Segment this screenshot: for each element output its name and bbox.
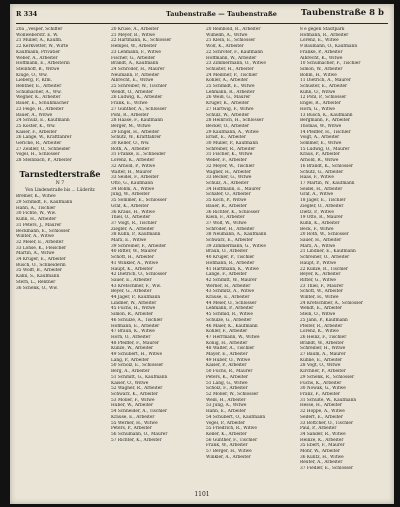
column-3 <box>206 27 294 475</box>
directory-entry: König, H., Arbeiter <box>206 340 248 346</box>
directory-entry: Kaufmann, Privatier <box>16 49 61 55</box>
directory-entry: 30 Müller, P., Kaufmann <box>206 141 259 147</box>
directory-entry: Hoffmann, E., Arbeiterin <box>16 61 70 67</box>
directory-entry: Beyer, G., Arbeiter <box>111 289 152 295</box>
directory-entry: 22 Kerkvetter, W., Wirte <box>16 44 69 50</box>
directory-entry: 27 Baum, A., Maurer <box>300 352 346 358</box>
directory-entry: Ziegler, O., Arbeiter <box>300 203 344 209</box>
directory-entry: 20 Roth, W., Schlosser <box>300 232 349 238</box>
directory-entry: Kühn, O., Witwe <box>300 89 336 95</box>
directory-entry: 39 Zimmermann, G., Witwe <box>206 243 266 249</box>
directory-entry: 28 Steinbach, P., Arbeiter <box>16 158 72 164</box>
directory-entry: 23 Feige, H., Arbeiter <box>16 106 64 112</box>
directory-entry: Paul, P., Arbeiter <box>300 426 337 432</box>
directory-entry: 52 Möller, W., Schlosser <box>206 392 259 397</box>
directory-entry: 26 Heinz, F., Tischler <box>300 334 347 340</box>
directory-entry: Sauer, E., Arbeiter <box>111 277 152 283</box>
directory-entry: Ritter, G., Witwe <box>300 277 336 283</box>
directory-entry: Dietz, P., Witwe <box>300 209 334 215</box>
directory-entry: Schwarz, E., Arbeiter <box>206 238 253 244</box>
directory-entry: 21 Müller, A., Kaufm. <box>16 38 63 44</box>
directory-entry: Sommer, E., Witwe <box>300 141 342 147</box>
directory-entry: Kaiser, P., Arbeiter <box>206 363 247 369</box>
directory-entry: Roth, A., Arbeiter <box>111 146 150 152</box>
directory-entry: Otto, G., Kaufmann <box>111 180 153 186</box>
directory-entry: Neumann, P., Arbeiter <box>111 72 160 78</box>
directory-entry: 26 Ludwig, K., Arbeiter <box>111 95 163 101</box>
street-heading-right: Taubenstraße 8 b <box>300 8 384 18</box>
directory-entry: Schreiner, O., Arbeiter <box>300 255 350 261</box>
directory-entry: 46 Maier, K., Kaufmann <box>206 323 258 329</box>
directory-entry: Schreiber, H., Witwe <box>300 346 346 352</box>
directory-entry: Arnold, R., Witwe <box>300 158 339 164</box>
directory-entry: 42 Schmitt, W., Maurer <box>206 277 257 283</box>
directory-entry: 49 Schubert, H., Witwe <box>111 352 163 358</box>
directory-entry: Marx, E., Witwe <box>111 238 147 244</box>
directory-entry: 36 Kraus, H., Witwe <box>111 209 155 215</box>
directory-entry: 33 Seidel, F., Arbeiter <box>111 175 159 181</box>
directory-entry: 21 Klein, E., Schlosser <box>206 38 256 44</box>
directory-entry: 35 Wolff, B., Arbeiter <box>16 268 62 274</box>
directory-entry: Seifert, E., Arbeiter <box>300 414 343 420</box>
directory-entry: Graf, A., Witwe <box>300 192 334 198</box>
directory-entry: Hempel, W., Arbeiter <box>111 44 157 50</box>
directory-entry: Heinze, K., Arbeiter <box>300 437 344 443</box>
directory-entry: Weber, F., Arbeiter <box>206 158 247 164</box>
directory-entry: 51 Lang, G., Witwe <box>206 380 248 386</box>
section-title: Tarnstedterstraße <box>19 168 101 179</box>
directory-entry: 25 Jahn, P., Kaufmann <box>300 317 348 323</box>
directory-entry: Kuhn, K., Arbeiter <box>300 220 340 226</box>
directory-entry: Hofmann, R., Arbeiter <box>300 32 349 38</box>
directory-entry: 23 Lehmann, F., Witwe <box>111 49 161 55</box>
directory-entry: Beck, F., Witwe <box>300 226 334 232</box>
directory-entry: 30 Nowak, G., Witwe <box>300 386 346 392</box>
directory-entry: 30 Fichte, W., Ww. <box>16 211 57 217</box>
directory-entry: Frank, E., Witwe <box>111 101 148 107</box>
directory-entry: Schäfer, O., Arbeiter <box>206 192 251 198</box>
directory-entry: 29 Schenk, R., Schlosser <box>300 374 355 380</box>
directory-entry: Albrecht, K., Witwe <box>300 55 343 61</box>
directory-entry: Lehmann, P., Arbeiter <box>206 306 254 312</box>
directory-entry: 28 Haase, F., Kaufmann <box>111 118 163 124</box>
directory-entry: 25 Köster, K., Ww. <box>16 123 56 129</box>
directory-entry: Hahn, E., Arbeiter <box>206 409 246 415</box>
directory-entry: 32 Meyer, W., Tischler <box>206 163 255 169</box>
directory-entry: Wendt, O., Arbeiter <box>111 89 154 95</box>
directory-entry: Seidel, H., Arbeiter <box>300 186 343 192</box>
directory-entry: Jung, W., Arbeiter <box>111 192 150 198</box>
directory-entry: Hesse, H., Arbeiter <box>300 403 342 409</box>
directory-entry: Vogel, H., Schlosser <box>16 152 60 158</box>
directory-entry: Graf, K., Arbeiter <box>111 203 149 209</box>
directory-entry: 26 Lange, W., Kraftfahrer <box>16 135 72 141</box>
directory-entry: Huber, W., Arbeiter <box>111 403 154 409</box>
directory-entry: 41 Winkler, A., Witwe <box>111 260 159 266</box>
directory-entry: Lange, F., Arbeiter <box>206 272 247 278</box>
directory-entry: Böhm, H., Witwe <box>300 72 337 78</box>
directory-entry: 20a ,,Vesper, Schiffer <box>16 27 63 32</box>
directory-entry: Schütz, W., Kraftfahrer <box>111 135 162 141</box>
directory-entry: 57 Richter, K., Arbeiter <box>111 437 162 443</box>
directory-entry: 13 Busch, K., Kaufmann <box>300 112 353 118</box>
directory-entry: 21 Lindner, E., Kaufmann <box>300 249 356 255</box>
directory-entry: 12 Pohl, P., Schlosser <box>300 95 347 101</box>
directory-entry: Lorenz, K., Arbeiter <box>111 158 155 164</box>
directory-entry: 32 Hoppe, A., Witwe <box>300 409 345 415</box>
directory-entry: 56 Schumann, O., Maurer <box>111 431 168 437</box>
directory-entry: Keller, K., Arbeiter <box>206 431 247 437</box>
directory-entry: 47 Herrmann, W., Witwe <box>206 334 260 340</box>
directory-entry: Horn, G., Witwe <box>300 106 335 112</box>
directory-entry: Bauer, E., Schuhmacher <box>16 101 69 107</box>
directory-entry: 55 Friedrich, R., Witwe <box>206 426 257 432</box>
directory-entry: 43 Schmitz, A., Witwe <box>206 289 254 295</box>
directory-entry: 38 Neumann, A., Kaufmann <box>206 232 267 238</box>
directory-entry: 16 Brandt, K., Schlosser <box>300 163 353 169</box>
directory-entry: 47 Braun, K., Witwe <box>111 329 155 335</box>
directory-entry: Hahn, A., Tischler <box>16 205 56 211</box>
directory-entry: 19 Otto, R., Maurer <box>300 215 343 221</box>
directory-entry: 34 Böhm, A., Witwe <box>111 186 155 192</box>
directory-entry: 27 Zeidler, O., Schneider <box>16 146 71 152</box>
column-4 <box>300 27 388 475</box>
directory-entry: 37 Fiedler, E., Schlosser <box>300 466 354 472</box>
header-rule <box>16 23 388 24</box>
directory-entry: 23 Thiel, F., Maurer <box>300 283 344 289</box>
directory-entry: 31 Peters, J., Maurer <box>16 222 62 228</box>
directory-entry: 23 Zimmermann, O., Witwe <box>206 61 266 67</box>
directory-entry: 45 Fuchs, H., Witwe <box>111 306 156 312</box>
directory-entry: 50 Fuchs, R., Maurer <box>206 369 253 375</box>
directory-entry: Winkler, A., Arbeiter <box>206 454 251 460</box>
running-title: Taubenstraße — Taubenstraße <box>166 10 277 18</box>
directory-entry: Kunze, W., Arbeiter <box>111 346 154 352</box>
directory-entry: Kaiser, O., Witwe <box>111 380 149 386</box>
directory-entry: Steinhoff, B., Witwe <box>16 66 60 72</box>
directory-entry: 24 Kretschmer, A., Schlosser <box>300 300 363 306</box>
directory-entry: Pohl, R., Arbeiter <box>111 112 149 118</box>
directory-entry: 49 Huber, O., Witwe <box>206 357 250 363</box>
directory-entry: 57 Berger, H., Witwe <box>206 449 252 455</box>
directory-entry: Kraus, P., Arbeiter <box>300 152 340 158</box>
directory-entry: Bergmann, F., Arbeiter <box>300 118 350 124</box>
section-note: Von Lindenstraße bis ... Lüderitz <box>25 186 95 192</box>
directory-entry: Hofmann, E., Arbeiter <box>111 323 160 329</box>
directory-entry: 25 Schmidt, E., Witwe <box>206 84 255 90</box>
directory-entry: Schulze, G., Arbeiter <box>206 317 252 323</box>
directory-entry: Wollweberstr. E. W. <box>16 32 59 38</box>
directory-entry: 11 Dietrich, A., Maurer <box>300 78 351 84</box>
directory-entry: 53 Möller, F., Witwe <box>111 397 155 403</box>
directory-entry: 33 Becker, G., Witwe <box>206 175 252 181</box>
directory-entry: 27 Hartwig, F., Witwe <box>206 106 254 112</box>
directory-entry: Bauer, R., Arbeiter <box>206 203 247 209</box>
directory-entry: Fuchs, K., Arbeiter <box>300 380 342 386</box>
directory-entry: Sauer, H., Arbeiter <box>300 238 342 244</box>
directory-entry: 27 Günther, A., Schlosser <box>111 106 167 112</box>
directory-entry: Stein, O., Witwe <box>300 312 336 318</box>
directory-entry: Lorenz, E., Witwe <box>300 38 339 44</box>
directory-entry: Simon, W., Arbeiter <box>300 66 343 72</box>
directory-entry: 50 Scholz, E., Schlosser <box>111 363 164 369</box>
directory-entry: 32 Meier, E., Arbeiter <box>16 239 64 245</box>
directory-entry: 21 Meyer, B., Witwe <box>111 32 155 38</box>
directory-entry: 36 Schenk, O., Ww. <box>16 285 58 291</box>
directory-entry: Vogel, P., Arbeiter <box>206 420 245 426</box>
directory-entry: 18 Jäger, E., Tischler <box>300 198 346 204</box>
directory-entry: 8 e gegen Stadtpark <box>300 27 345 32</box>
directory-entry: 14 Pfeiffer, H., Tischler <box>300 129 351 135</box>
directory-entry: 40 Ritter, W., Maurer <box>111 249 157 255</box>
directory-entry: Thomas, W., Witwe <box>300 123 342 129</box>
directory-entry: 53 Jung, A., Witwe <box>206 403 247 409</box>
directory-entry: Kühne, E., Arbeiter <box>300 357 343 363</box>
directory-entry: 35 Sommer, E., Schlosser <box>111 198 167 204</box>
directory-entry: Köhler, A., Arbeiter <box>206 78 249 84</box>
directory-entry: 36 Kuntz, H., Witwe <box>300 454 344 460</box>
directory-entry: 41 Hartmann, K., Witwe <box>206 266 259 272</box>
directory-entry: 33 Lohse, K., Fleischer <box>16 245 67 251</box>
directory-entry: Stern, L., Rentner <box>16 279 56 285</box>
directory-entry: Engel, R., Arbeiter <box>300 101 341 107</box>
directory-entry: Lieberg, P., Kfm. <box>16 78 52 84</box>
directory-entry: Ziegler, A., Arbeiter <box>111 226 155 232</box>
directory-entry: 22 Kunze, R., Tischler <box>300 266 348 272</box>
directory-entry: 28 Vogt, O., Witwe <box>300 363 341 369</box>
directory-entry: Hofmann, R., Arbeiter <box>206 260 255 266</box>
directory-entry: 35 Ebert, F., Maurer <box>300 443 345 449</box>
directory-entry: 34 Sander, R., Witwe <box>300 431 346 437</box>
directory-entry: Fischer, G., Arbeiter <box>111 55 156 61</box>
directory-entry: 25 Schreiber, W., Tischler <box>111 84 167 90</box>
directory-entry: 33 Böttcher, O., Tischler <box>300 420 354 426</box>
directory-entry: Beckmann, E., Schlosser <box>16 228 70 234</box>
directory-entry: 24 Schröder, H., Maurer <box>111 66 165 72</box>
directory-entry: 20 Reinhold, R., Arbeiter <box>206 27 261 32</box>
directory-entry: 20 Kruse, A., Arbeiter <box>111 27 159 32</box>
directory-entry: Mohr, W., Arbeiter <box>300 449 340 455</box>
directory-entry: Gericke, R., Arbeiter <box>16 141 62 147</box>
directory-entry: Berg, A., Arbeiter <box>111 369 150 375</box>
directory-entry: Frank, W., Arbeiter <box>206 443 248 449</box>
directory-entry: Schuster, E., Arbeiter <box>300 84 348 90</box>
directory-entry: Marx, A., Witwe <box>300 243 336 249</box>
directory-entry: 55 Werner, H., Witwe <box>111 420 158 426</box>
directory-entry: 22 Hartmann, K., Schlosser <box>111 38 172 44</box>
directory-entry: Kluge, O., Ww. <box>16 72 48 78</box>
directory-entry: 40 Krüger, P., Tischler <box>206 255 255 261</box>
directory-entry: Busch, O., Schneiderin <box>16 262 66 268</box>
directory-entry: 42 Dietrich, O., Schlosser <box>111 272 167 278</box>
directory-entry: Schwarz, K., Arbeiter <box>111 392 158 397</box>
directory-entry: Winter, H., Witwe <box>300 295 339 301</box>
directory-entry: 9 Baumann, O., Kaufmann <box>300 44 358 50</box>
directory-entry: 39 Schreiner, F., Arbeiter <box>111 243 167 249</box>
directory-entry: Schulz, W., Arbeiter <box>206 112 250 118</box>
directory-entry: Haupt, K., Arbeiter <box>111 266 153 272</box>
directory-page <box>10 4 394 504</box>
directory-entry: 31 Schulte, W., Kaufmann <box>300 397 357 403</box>
directory-entry: Walter, H., Maurer <box>111 169 152 175</box>
directory-entry: 15 Ludwig, O., Maurer <box>300 146 350 152</box>
directory-entry: Becker, O., Arbeiter <box>206 123 250 129</box>
directory-entry: Krause, E., Arbeiter <box>206 295 250 301</box>
directory-entry: 31 Fischer, K., Witwe <box>206 152 253 158</box>
directory-entry: Schott, H., Arbeiter <box>111 255 154 261</box>
directory-entry: Albrecht, E., Witwe <box>111 78 154 84</box>
directory-entry: Werner, H., Arbeiter <box>206 283 251 289</box>
directory-entry: Krause, E., Arbeiter <box>111 414 155 420</box>
directory-entry: 36 Richter, K., Schlosser <box>206 209 260 215</box>
directory-entry: 29 Schmidt, F., Kaufmann <box>16 199 73 205</box>
directory-entry: 46 Schulze, A., Tischler <box>111 317 163 323</box>
directory-entry: 44 Jäger, P., Kaufmann <box>111 295 161 301</box>
directory-entry: Haas, F., Witwe <box>300 175 334 181</box>
directory-entry: Simon, R., Arbeiter <box>111 312 153 318</box>
directory-entry: Weber, A., Arbeiter <box>16 55 58 61</box>
directory-entry: Lehmann, R., Arbeiter <box>206 89 255 95</box>
directory-entry: 26 Weiß, G., Maurer <box>206 95 251 101</box>
directory-entry: 56 Günther, F., Tischler <box>206 437 258 443</box>
page-header <box>16 10 388 22</box>
directory-entry: Haupt, P., Witwe <box>300 260 337 266</box>
directory-entry: 31 Franke, E., Schneider <box>111 152 166 158</box>
directory-entry: Klein, F., Arbeiter <box>206 215 245 221</box>
directory-entry: Brandt, W., Arbeiter <box>300 340 344 346</box>
directory-entry: Schumacher, A., Ww. <box>16 89 62 95</box>
directory-entry: 29 Kaufmann, A., Witwe <box>206 129 259 135</box>
directory-entry: Berger, M., Witwe <box>111 123 151 129</box>
directory-entry: Schütz, G., Arbeiter <box>300 169 344 175</box>
directory-entry: Beyer, K., Arbeiter <box>300 272 341 278</box>
directory-entry: 10 Schumacher, F., Tischler <box>300 61 361 67</box>
directory-entry: Ernst, E., Arbeiter <box>206 135 247 141</box>
directory-entry: Horn, O., Arbeiter <box>111 334 151 340</box>
directory-entry: 43 Kretschmer, F., Ww. <box>111 283 162 289</box>
directory-entry: Wolf, K., Arbeiter <box>206 44 244 50</box>
directory-entry: Martin, A., Witwe <box>16 251 55 257</box>
directory-entry: 48 Pfeiffer, F., Maurer <box>111 340 159 346</box>
directory-entry: Peters, K., Arbeiter <box>206 374 248 380</box>
directory-entry: 52 Wagner, R., Arbeiter <box>111 386 163 392</box>
directory-entry: Wilhelm, A., Witwe <box>206 32 248 38</box>
directory-entry: Lang, P., Arbeiter <box>111 357 149 363</box>
directory-entry: Winter, A., Witwe <box>16 234 54 240</box>
directory-entry: 30 Keller, O., Ww. <box>111 141 150 147</box>
directory-entry: Mayer, E., Arbeiter <box>206 352 248 358</box>
directory-entry: 51 Schmitt, G., Kaufmann <box>111 374 168 380</box>
directory-entry: Lorenz, K., Witwe <box>300 329 339 335</box>
directory-entry: 29 Engel, H., Arbeiter <box>111 129 160 135</box>
directory-entry: Weiß, H., Arbeiter <box>206 397 246 403</box>
directory-entry: Bremer, K., Witwe <box>16 194 56 200</box>
directory-entry: 17 Martin, W., Kaufmann <box>300 180 355 186</box>
directory-entry: Bauer, A., Witwe <box>16 112 53 118</box>
directory-entry: Kuhn, H., Arbeiter <box>16 217 57 223</box>
column-2 <box>111 27 199 475</box>
directory-entry: Krüger, K., Arbeiter <box>206 101 250 107</box>
column-1 <box>16 27 104 475</box>
directory-entry: Voigt, A., Arbeiter <box>300 135 340 141</box>
directory-entry: Kirchner, P., Arbeiter <box>300 369 346 375</box>
directory-entry: 22 Schröter, F., Kaufmann <box>206 49 263 55</box>
directory-entry: 32 Arnold, P., Witwe <box>111 163 155 169</box>
directory-entry: Schuster, H., Arbeiter <box>206 66 254 72</box>
directory-entry: 24 Schulz, E., Kaufmann <box>16 118 70 124</box>
directory-entry: 44 Meier, O., Schlosser <box>206 300 257 306</box>
directory-entry: Braun, O., Arbeiter <box>206 249 248 255</box>
directory-entry: 24 Meißner, P., Tischler <box>206 72 258 78</box>
directory-entry: 37 Wolf, W., Witwe <box>206 220 247 226</box>
directory-entry: Franke, P., Arbeiter <box>300 49 343 55</box>
directory-entry: Reuter, A., Arbeiter <box>300 460 343 466</box>
section-number: N 7 <box>55 180 65 186</box>
directory-entry: Lindner, W., Arbeiter <box>111 300 157 306</box>
directory-entry: Schreiber, R., Arbeiter <box>206 146 256 152</box>
directory-entry: Kahn, S., Kaufmann <box>16 274 60 280</box>
directory-entry: Wagner, H., Arbeiter <box>206 169 251 175</box>
directory-entry: 37 Voigt, R., Tischler <box>111 220 157 226</box>
directory-entry: 54 Schneider, A., Tischler <box>111 409 168 415</box>
directory-entry: 34 Krüger, E., Arbeiter <box>16 257 66 263</box>
directory-entry: Schott, W., Arbeiter <box>300 289 343 295</box>
directory-entry: Pfeifer, R., Arbeiter <box>300 323 343 329</box>
directory-entry: Köhler, F., Arbeiter <box>206 329 248 335</box>
directory-entry: Kaiser, F., Arbeiter <box>16 129 57 135</box>
directory-entry: Franz, F., Arbeiter <box>300 392 340 397</box>
directory-entry: Wendt, E., Arbeiter <box>300 306 342 312</box>
directory-entry: Scholz, F., Arbeiter <box>206 386 248 392</box>
directory-entry: Schulz, A., Arbeiter <box>206 180 249 186</box>
page-number-left: R 334 <box>16 10 38 18</box>
directory-entry: Thiel, O., Arbeiter <box>111 215 151 221</box>
directory-entry: Brandt, A., Kaufmann <box>111 61 159 67</box>
directory-entry: 45 Schmid, R., Witwe <box>206 312 253 318</box>
directory-entry: Schröder, H., Arbeiter <box>206 226 255 232</box>
directory-entry: 34 Hoffmann, E., Maurer <box>206 186 261 192</box>
directory-entry: Rentner, E., Arbeiter <box>16 84 62 90</box>
directory-entry: 38 Kühn, P., Kaufmann <box>111 232 161 238</box>
directory-entry: 48 Walter, A., Tischler <box>206 346 255 352</box>
directory-entry: 28 Heinrich, H., Schlosser <box>206 118 264 124</box>
directory-entry: Peters, P., Arbeiter <box>111 426 152 432</box>
directory-entry: 35 Koch, P., Witwe <box>206 198 247 204</box>
directory-entry: Wegner, K., Arbeiter <box>16 95 61 101</box>
page-footer-number: 1101 <box>194 491 210 498</box>
directory-entry: 54 Schubert, O., Kaufmann <box>206 414 266 420</box>
directory-entry: Hoffmann, W., Arbeiter <box>206 55 257 61</box>
